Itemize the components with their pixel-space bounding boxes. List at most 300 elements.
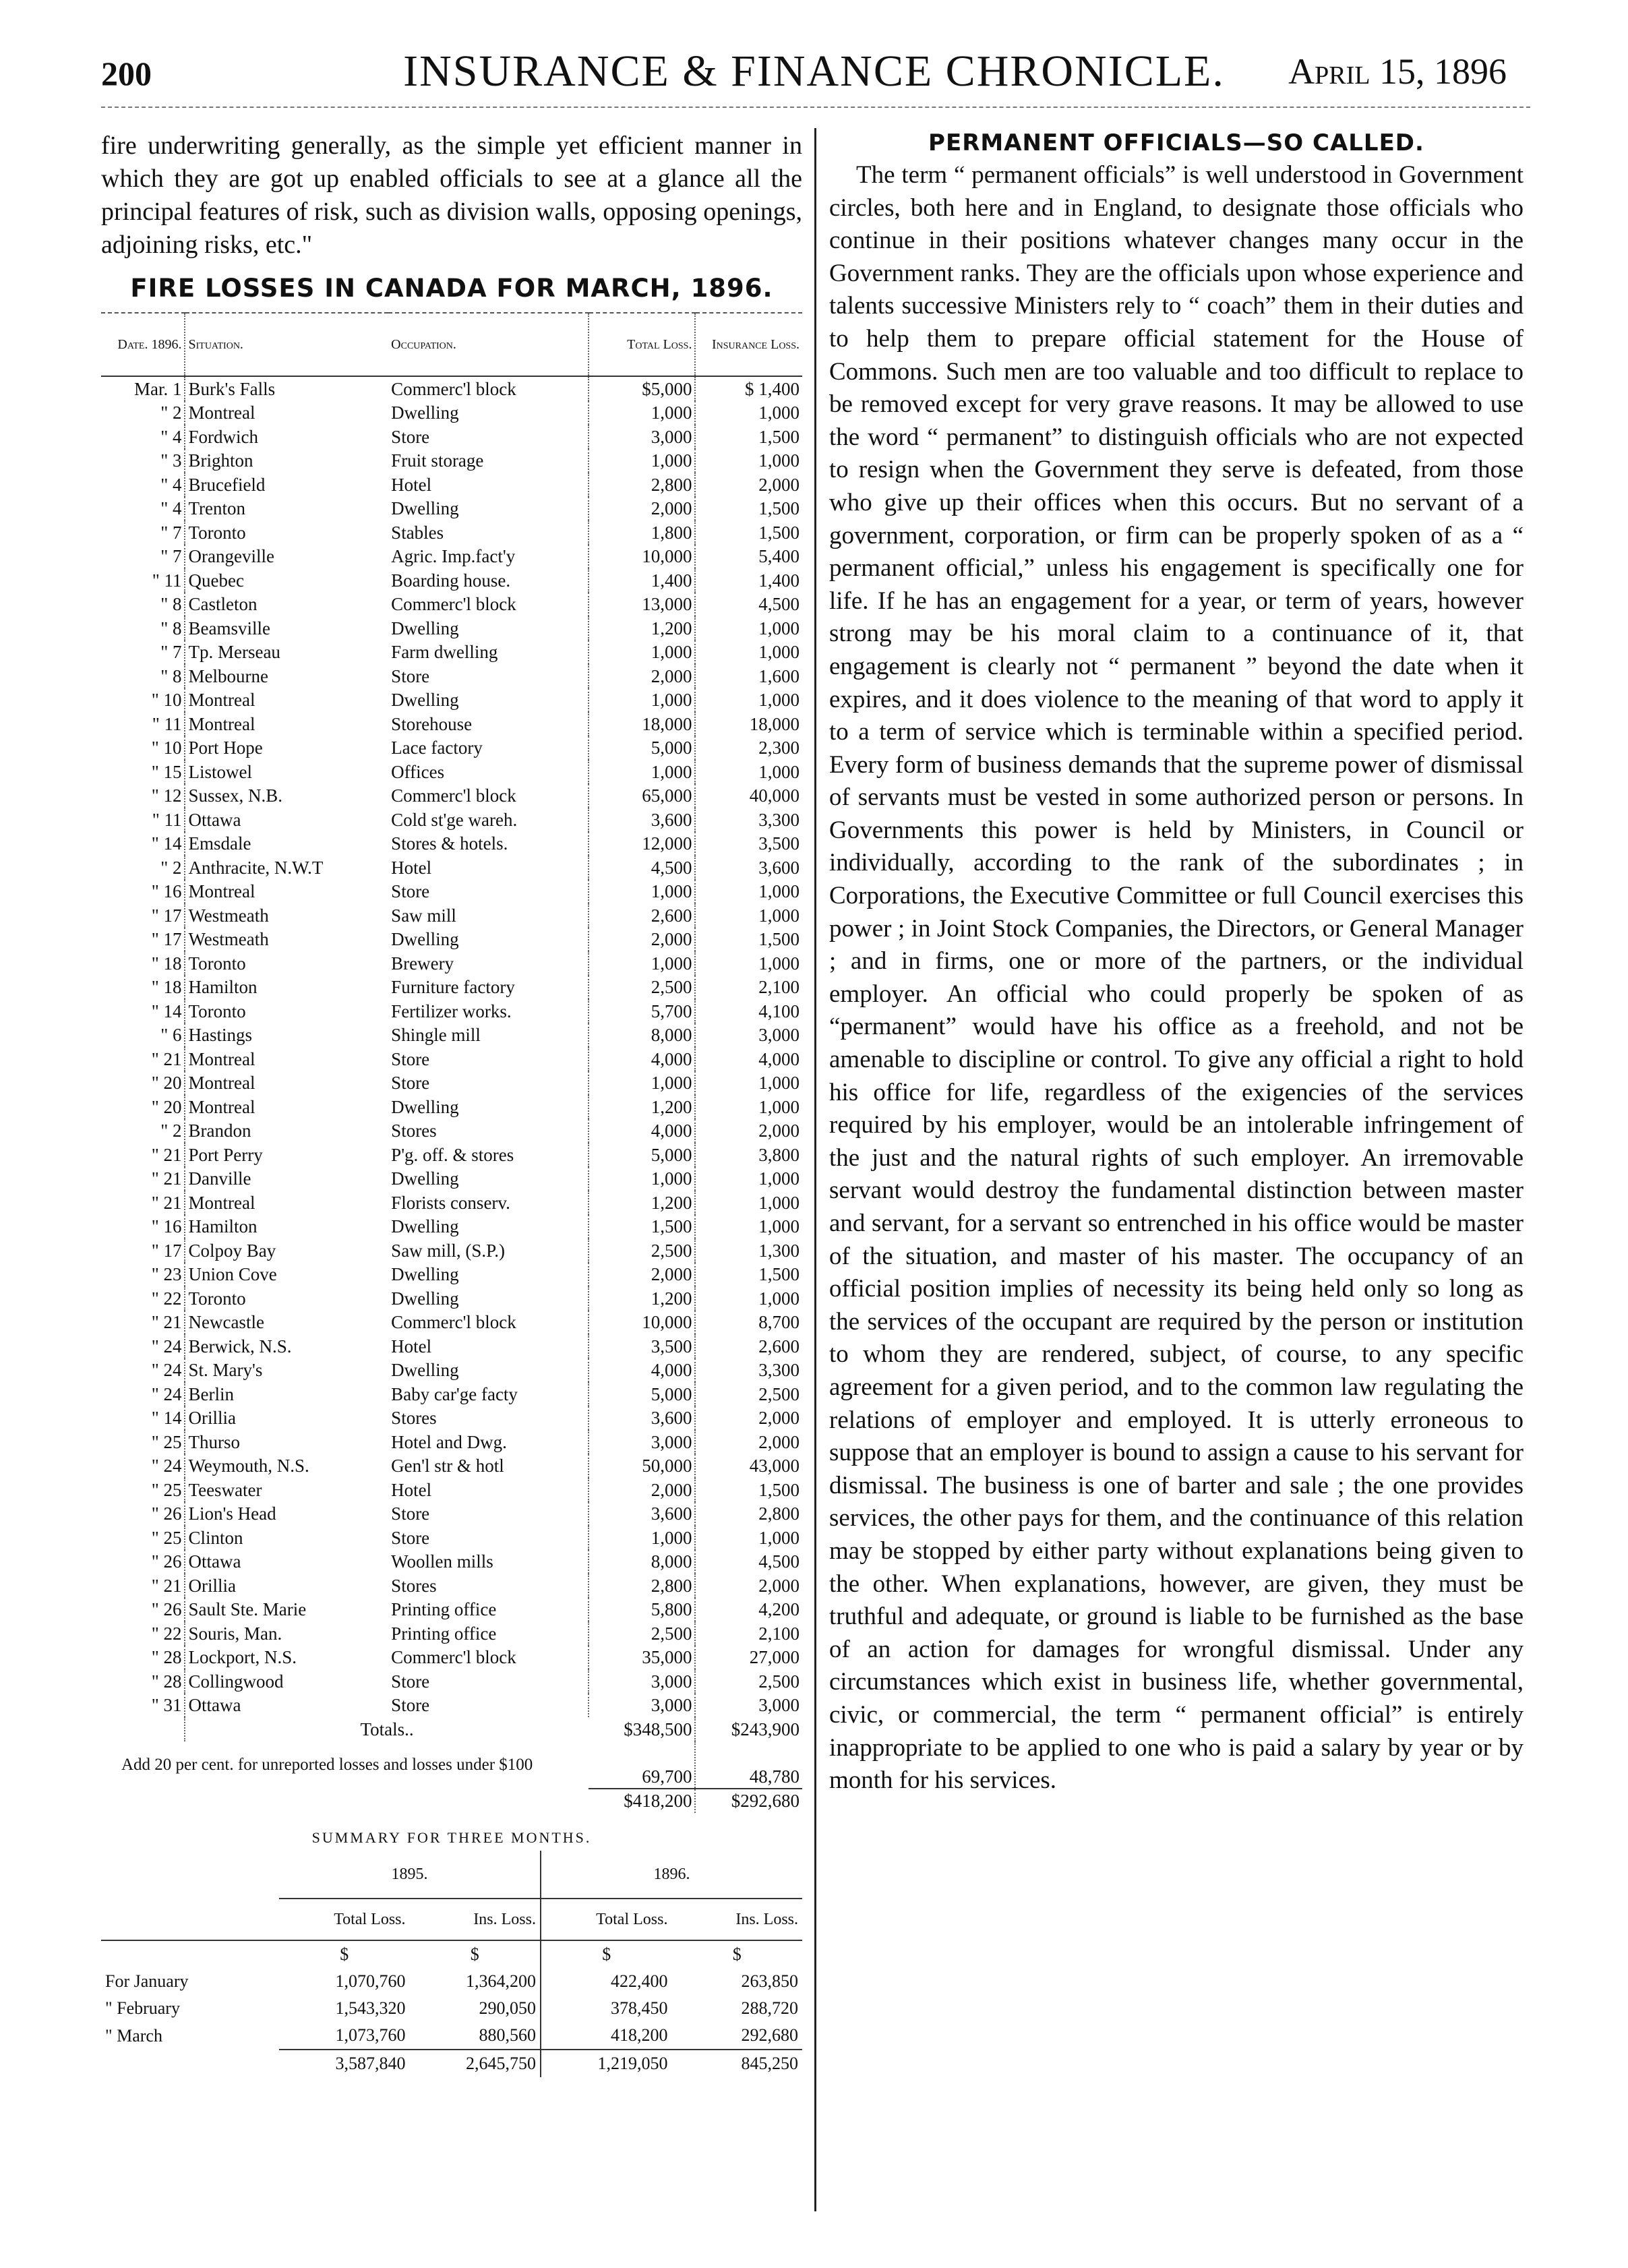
table-row [101,1239,802,1263]
row-date: " 10 [101,736,185,760]
table-row [101,1478,802,1502]
row-date: " 21 [101,1311,185,1335]
row-insurance-loss: 1,000 [758,1168,800,1189]
row-total-loss: 1,000 [589,760,696,784]
table-row [101,545,802,569]
row-situation: Hastings [188,1025,252,1046]
row-situation: Newcastle [188,1312,264,1333]
row-situation: Montreal [188,1048,255,1069]
row-total-loss: 3,600 [589,1502,696,1526]
row-occupation: Saw mill, (S.P.) [388,1239,589,1263]
row-situation: Montreal [188,881,255,902]
row-situation: Melbourne [188,665,268,686]
row-occupation: Hotel [388,856,589,880]
row-total-loss: 2,000 [589,928,696,952]
row-total-loss: $5,000 [589,376,696,401]
table-row [101,376,802,401]
row-insurance-loss: 1,000 [758,1527,800,1548]
row-total-loss: 4,000 [589,1119,696,1143]
row-occupation: Baby car'ge facty [388,1382,589,1406]
row-date: " 2 [101,856,185,880]
row-occupation: Store [388,1526,589,1550]
table-row [101,616,802,640]
row-date: " 21 [101,1143,185,1167]
table-row [101,688,802,713]
row-occupation: Storehouse [388,712,589,736]
row-occupation: Dwelling [388,497,589,521]
row-insurance-loss: 1,000 [758,1288,800,1309]
row-date: " 8 [101,616,185,640]
row-insurance-loss: 3,800 [758,1144,800,1165]
row-situation: Orillia [188,1575,236,1596]
row-total-loss: 1,800 [589,520,696,545]
row-date: " 18 [101,951,185,976]
row-occupation: Dwelling [388,1263,589,1287]
summary-col: Ins. Loss. [671,1899,802,1940]
table-row [101,568,802,593]
row-occupation: Hotel and Dwg. [388,1430,589,1454]
row-date: " 2 [101,401,185,425]
row-total-loss: 5,000 [589,736,696,760]
table-row [101,784,802,808]
row-date: " 21 [101,1574,185,1598]
row-date: " 18 [101,976,185,1000]
row-situation: Westmeath [188,929,269,950]
totals-total-loss: $348,500 [589,1717,696,1741]
row-total-loss: 1,000 [589,640,696,665]
table-row [101,1095,802,1119]
summary-total: 1,219,050 [541,2050,671,2077]
row-situation: Berlin [188,1383,234,1404]
summary-value: 418,200 [541,2022,671,2050]
row-situation: Toronto [188,953,246,974]
row-insurance-loss: 2,000 [758,1575,800,1596]
row-total-loss: 3,600 [589,808,696,832]
losses-body [101,376,802,1717]
summary-value: 1,364,200 [465,1971,536,1991]
row-insurance-loss: 3,500 [758,833,800,854]
left-column [101,129,802,2077]
row-date: " 16 [101,1215,185,1239]
row-insurance-loss: 1,500 [758,1479,800,1500]
row-situation: Beamsville [188,618,270,638]
row-total-loss: 1,400 [589,568,696,593]
row-date: " 22 [101,1621,185,1646]
table-row [101,1191,802,1215]
table-row [101,880,802,904]
col-total-loss: Total Loss. [589,313,696,376]
table-row [101,1334,802,1359]
row-insurance-loss: 1,000 [758,881,800,902]
row-total-loss: 1,000 [589,1167,696,1191]
row-insurance-loss: 1,000 [758,450,800,471]
row-total-loss: 1,200 [589,1095,696,1119]
row-date: " 14 [101,832,185,856]
summary-month: For January [105,1971,189,1991]
row-situation: Hamilton [188,1216,258,1237]
row-situation: Castleton [188,594,258,615]
row-date: " 4 [101,473,185,497]
essay-title: PERMANENT OFFICIALS—SO CALLED. [928,129,1424,156]
row-occupation: Stores [388,1406,589,1431]
row-date: " 12 [101,784,185,808]
row-total-loss: 13,000 [589,593,696,617]
row-occupation: Stores [388,1119,589,1143]
summary-col-row [101,1899,802,1940]
row-total-loss: 1,000 [589,401,696,425]
row-occupation: Hotel [388,473,589,497]
row-date: " 25 [101,1430,185,1454]
row-insurance-loss: $ 1,400 [745,378,800,399]
row-date: " 4 [101,425,185,449]
row-date: " 25 [101,1526,185,1550]
table-row [101,1359,802,1383]
row-date: " 15 [101,760,185,784]
row-situation: Clinton [188,1527,243,1548]
table-row [101,903,802,928]
row-total-loss: 10,000 [589,1311,696,1335]
add-percent-label: Add 20 per cent. for unreported losses and losses under $100 [121,1755,533,1774]
row-total-loss: 65,000 [589,784,696,808]
row-occupation: Dwelling [388,1215,589,1239]
row-date: Mar. 1 [101,376,185,401]
row-occupation: Fruit storage [388,449,589,473]
row-occupation: Florists conserv. [388,1191,589,1215]
row-occupation: Agric. Imp.fact'y [388,545,589,569]
row-occupation: Store [388,1669,589,1694]
table-row [101,1621,802,1646]
table-row [101,473,802,497]
table-row [101,1286,802,1311]
summary-heading: SUMMARY FOR THREE MONTHS. [311,1829,592,1846]
table-row [101,1694,802,1718]
summary-value: 292,680 [741,2025,798,2045]
row-insurance-loss: 5,400 [758,546,800,567]
row-date: " 21 [101,1191,185,1215]
row-situation: Quebec [188,570,244,591]
row-total-loss: 2,000 [589,1478,696,1502]
table-row [101,736,802,760]
table-row [101,1311,802,1335]
row-occupation: Dwelling [388,401,589,425]
row-date: " 26 [101,1550,185,1574]
row-situation: Montreal [188,1073,255,1094]
row-total-loss: 35,000 [589,1646,696,1670]
row-total-loss: 1,200 [589,1191,696,1215]
row-total-loss: 8,000 [589,1023,696,1048]
row-date: " 11 [101,568,185,593]
row-date: " 7 [101,640,185,665]
row-date: " 25 [101,1478,185,1502]
table-row [101,664,802,688]
row-date: " 17 [101,928,185,952]
row-total-loss: 5,700 [589,999,696,1023]
row-date: " 11 [101,712,185,736]
row-occupation: Store [388,880,589,904]
row-date: " 26 [101,1502,185,1526]
summary-value: 1,073,760 [335,2025,406,2045]
row-date: " 14 [101,999,185,1023]
row-situation: Toronto [188,1001,246,1021]
table-row [101,1119,802,1143]
row-occupation: Commerc'l block [388,376,589,401]
summary-month: " February [105,1998,180,2018]
row-insurance-loss: 2,600 [758,1336,800,1356]
table-row [101,640,802,665]
table-row [101,520,802,545]
row-situation: Montreal [188,1096,255,1117]
row-insurance-loss: 2,000 [758,1121,800,1141]
row-date: " 7 [101,520,185,545]
row-insurance-loss: 4,200 [758,1599,800,1620]
row-date: " 23 [101,1263,185,1287]
row-insurance-loss: 1,000 [758,642,800,663]
row-date: " 17 [101,903,185,928]
row-date: " 6 [101,1023,185,1048]
table-row [101,1669,802,1694]
row-situation: Port Perry [188,1144,263,1165]
table-row [101,1071,802,1096]
row-insurance-loss: 2,800 [758,1503,800,1524]
row-occupation: Boarding house. [388,568,589,593]
summary-value: 288,720 [741,1998,798,2018]
summary-value: 378,450 [541,1995,671,2022]
intro-paragraph: fire underwriting generally, as the simple yet efficient manner in which they are got up enabled officials to see at a glance all the principal features of risk, such as division walls, opposing openings, adjoining risks, etc." [101,131,802,259]
row-situation: Danville [188,1168,251,1189]
row-date: " 20 [101,1095,185,1119]
row-situation: Orillia [188,1408,236,1429]
row-total-loss: 3,000 [589,1669,696,1694]
table-row [101,712,802,736]
row-situation: Montreal [188,713,255,734]
row-situation: Brucefield [188,474,266,495]
summary-body [101,1968,802,2050]
col-situation: Situation. [185,313,388,376]
row-insurance-loss: 2,500 [758,1671,800,1692]
row-occupation: Cold st'ge wareh. [388,808,589,832]
row-occupation: Hotel [388,1334,589,1359]
row-situation: Port Hope [188,738,263,758]
row-date: " 17 [101,1239,185,1263]
row-insurance-loss: 1,500 [758,522,800,543]
row-situation: Anthracite, N.W.T [188,857,324,878]
row-total-loss: 2,500 [589,1239,696,1263]
row-insurance-loss: 3,600 [758,857,800,878]
row-date: " 2 [101,1119,185,1143]
row-insurance-loss: 1,500 [758,498,800,519]
row-situation: Collingwood [188,1671,284,1692]
row-insurance-loss: 2,500 [758,1383,800,1404]
summary-col: Total Loss. [279,1899,409,1940]
row-situation: Tp. Merseau [188,642,280,663]
row-occupation: Printing office [388,1621,589,1646]
row-insurance-loss: 4,500 [758,1551,800,1572]
row-occupation: Offices [388,760,589,784]
row-insurance-loss: 1,000 [758,1192,800,1213]
row-insurance-loss: 40,000 [749,785,800,806]
row-total-loss: 8,000 [589,1550,696,1574]
row-date: " 24 [101,1359,185,1383]
row-date: " 26 [101,1598,185,1622]
row-total-loss: 1,000 [589,688,696,713]
essay-body: The term “ permanent officials” is well understood in Government circles, both here and in England, to designate those officials who continue in their positions whatever changes many occur in the Government ranks. They are the officials upon whose experience and talents successive Ministers rely to “ coach” them in their duties and to help them to prepare official statement for the House of Commons. Such men are too valuable and too difficult to replace to be removed except for very grave reasons. It may be allowed to use the word “ permanent” to distinguish officials who are not expected to resign when the Government they serve is defeated, from those who give up their offices when this occurs. But no servant of a government, corporation, or firm can be properly spoken of as a “ permanent official,” unless his engagement is specifically one for life. If he has an engagement for a year, or term of years, however strong may be his moral claim to a continuance of it, that engagement is clearly not “ permanent ” beyond the date when it expires, and it does violence to the meaning of that word to apply it to a term of service which is terminable within a specified period. Every form of business demands that the supreme power of dismissal of servants must be vested in some authorized person or persons. In Governments this power is held by Ministers, in Council or individually, according to the rank of the subordinates ; in Corporations, the Executive Committee or full Council exercises this power ; in Joint Stock Companies, the Directors, or General Manager ; and in firms, one or more of the partners, or the individual employer. An official who could properly be spoken of as “permanent” would have his office as a freehold, and not be amenable to discipline or control. To give any official a right to hold his office for life, regardless of the exigencies of the services required by his employer, would be an intolerable infringement of the just and the natural rights of such employer. An irremovable servant would destroy the fundamental distinction between master and servant, for a servant so entrenched in his office would be master of the situation, and master of his master. The occupancy of an official position implies of necessity its being held only so long as the services of the occupant are required by the person or institution to whom they are rendered, subject, of course, to any specific agreement for a given period, and to the common law regulating the relations of employer and employed. It is utterly erroneous to suppose that an employer is bound to assign a cause to his servant for dismissal. The business is one of barter and sale ; the one provides services, the other pays for them, and the continuance of this relation may be stopped by either party without explanations being given to the other. When explanations, however, are given, they must be truthful and adequate, or ground is liable to be furnished as the base of an action for damages for wrongful dismissal. Under any circumstances which exist in business life, whether governmental, civic, or commercial, the term “ permanent official” is entirely inappropriate to be applied to one who is paid a salary by year or by month for his services. [829,161,1524,1795]
col-date: Date. 1896. [101,313,185,376]
row-total-loss: 1,000 [589,1071,696,1096]
row-insurance-loss: 27,000 [749,1647,800,1668]
row-situation: Orangeville [188,546,274,567]
row-insurance-loss: 1,500 [758,1264,800,1285]
losses-heading: FIRE LOSSES IN CANADA FOR MARCH, 1896. [130,274,773,303]
row-occupation: Commerc'l block [388,784,589,808]
row-occupation: Woollen mills [388,1550,589,1574]
row-situation: Ottawa [188,1551,241,1572]
row-date: " 31 [101,1694,185,1718]
page-number: 200 [101,55,152,92]
row-date: " 24 [101,1382,185,1406]
table-row [101,760,802,784]
row-date: " 14 [101,1406,185,1431]
row-total-loss: 2,800 [589,473,696,497]
table-row [101,593,802,617]
row-insurance-loss: 8,700 [758,1312,800,1333]
row-total-loss: 2,000 [589,497,696,521]
row-total-loss: 1,000 [589,951,696,976]
row-occupation: Dwelling [388,688,589,713]
summary-table [101,1851,802,2077]
row-insurance-loss: 4,100 [758,1001,800,1021]
add-total-loss: 69,700 [589,1741,696,1789]
row-insurance-loss: 2,100 [758,977,800,998]
row-total-loss: 1,200 [589,616,696,640]
table-row [101,976,802,1000]
row-occupation: Store [388,664,589,688]
summary-col: Ins. Loss. [410,1899,541,1940]
row-occupation: Farm dwelling [388,640,589,665]
grand-total-loss: $418,200 [589,1789,696,1814]
table-row [101,1598,802,1622]
row-situation: Berwick, N.S. [188,1336,292,1356]
row-situation: Teeswater [188,1479,262,1500]
row-insurance-loss: 43,000 [749,1456,800,1476]
row-occupation: Brewery [388,951,589,976]
row-total-loss: 3,000 [589,1430,696,1454]
row-total-loss: 50,000 [589,1454,696,1479]
row-occupation: Gen'l str & hotl [388,1454,589,1479]
row-insurance-loss: 4,000 [758,1048,800,1069]
row-situation: Ottawa [188,809,241,830]
row-occupation: Dwelling [388,1286,589,1311]
row-situation: Brighton [188,450,253,471]
currency-sign: $ [541,1940,671,1968]
row-situation: Colpoy Bay [188,1240,276,1261]
table-row [101,1502,802,1526]
row-insurance-loss: 3,000 [758,1025,800,1046]
row-situation: Sault Ste. Marie [188,1599,307,1620]
row-situation: Thurso [188,1431,240,1452]
row-occupation: Dwelling [388,616,589,640]
summary-year-row [101,1851,802,1899]
row-total-loss: 3,000 [589,1694,696,1718]
row-occupation: Furniture factory [388,976,589,1000]
row-date: " 22 [101,1286,185,1311]
row-occupation: Fertilizer works. [388,999,589,1023]
row-insurance-loss: 1,000 [758,618,800,638]
table-row [101,951,802,976]
row-occupation: Lace factory [388,736,589,760]
summary-total: 845,250 [671,2050,802,2077]
totals-row [101,1717,802,1741]
col-insurance-loss: Insurance Loss. [695,313,802,376]
row-date: " 28 [101,1669,185,1694]
row-total-loss: 3,600 [589,1406,696,1431]
row-date: " 21 [101,1047,185,1071]
row-total-loss: 4,500 [589,856,696,880]
page-title: INSURANCE & FINANCE CHRONICLE. [403,47,1225,96]
row-insurance-loss: 1,000 [758,953,800,974]
row-situation: Fordwich [188,426,258,447]
summary-row [101,1995,802,2022]
row-total-loss: 10,000 [589,545,696,569]
summary-value: 880,560 [479,2025,536,2045]
row-occupation: Store [388,1502,589,1526]
row-date: " 21 [101,1167,185,1191]
row-occupation: Dwelling [388,1095,589,1119]
page-date: April 15, 1896 [1288,51,1507,92]
summary-year-1895: 1895. [391,1865,428,1883]
summary-month: " March [105,2025,162,2046]
header-rule [101,107,1530,108]
row-situation: Lion's Head [188,1503,276,1524]
summary-value: 1,070,760 [335,1971,406,1991]
row-occupation: Store [388,1071,589,1096]
currency-sign: $ [410,1940,541,1968]
row-total-loss: 1,200 [589,1286,696,1311]
grand-total-row [101,1789,802,1814]
row-situation: Brandon [188,1121,251,1141]
table-row [101,808,802,832]
table-row [101,1263,802,1287]
summary-currency-row [101,1940,802,1968]
summary-col: Total Loss. [541,1899,671,1940]
row-occupation: Dwelling [388,928,589,952]
row-occupation: Stores & hotels. [388,832,589,856]
row-date: " 11 [101,808,185,832]
row-occupation: Dwelling [388,1167,589,1191]
table-row [101,497,802,521]
column-divider [814,128,816,2211]
row-situation: Weymouth, N.S. [188,1456,309,1476]
table-row [101,1646,802,1670]
table-row [101,832,802,856]
row-date: " 3 [101,449,185,473]
row-total-loss: 1,000 [589,1526,696,1550]
row-occupation: Dwelling [388,1359,589,1383]
row-occupation: Store [388,425,589,449]
currency-sign: $ [279,1940,409,1968]
row-insurance-loss: 1,500 [758,929,800,950]
summary-row [101,2022,802,2050]
row-total-loss: 5,000 [589,1382,696,1406]
row-total-loss: 2,600 [589,903,696,928]
row-insurance-loss: 1,000 [758,402,800,423]
summary-year-1896: 1896. [541,1851,802,1899]
row-total-loss: 1,500 [589,1215,696,1239]
row-insurance-loss: 1,000 [758,905,800,926]
row-insurance-loss: 1,000 [758,1096,800,1117]
row-insurance-loss: 3,300 [758,1360,800,1381]
row-total-loss: 1,000 [589,880,696,904]
table-row [101,1454,802,1479]
